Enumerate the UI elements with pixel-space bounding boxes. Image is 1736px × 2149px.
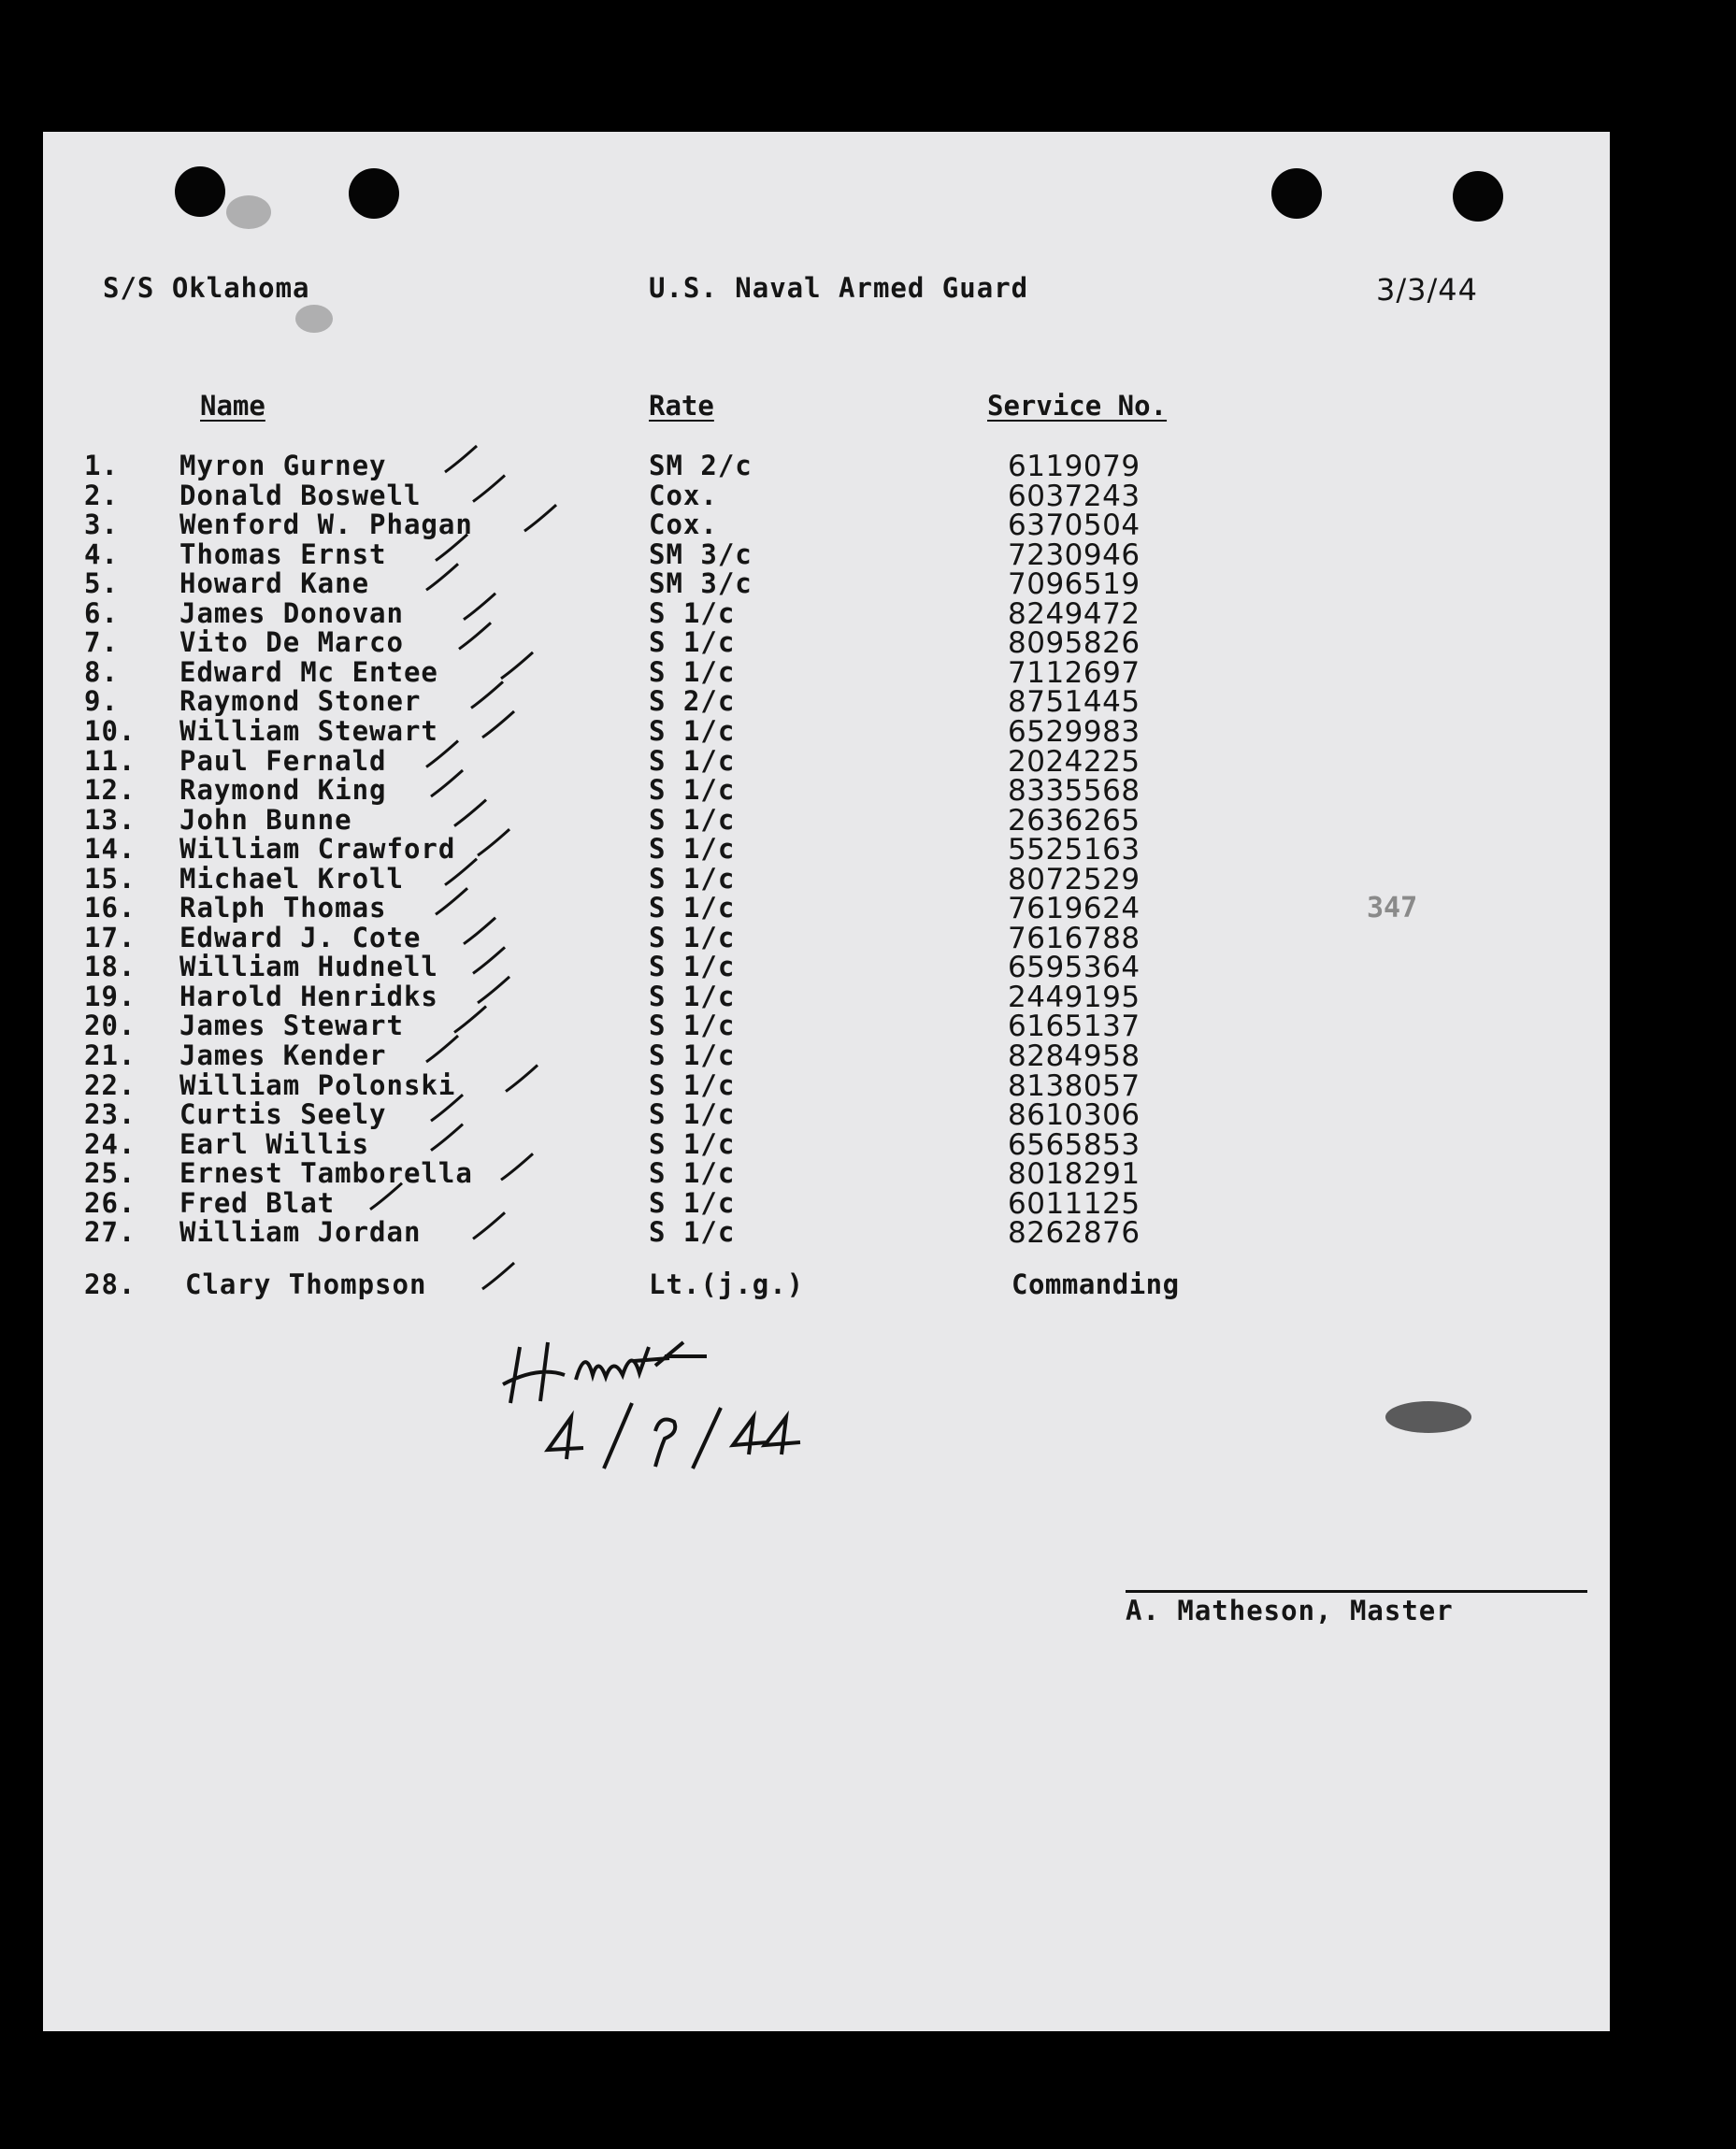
row-number: 2. [84, 479, 119, 511]
service-number: 8610306 [1008, 1098, 1141, 1133]
check-mark [459, 623, 491, 649]
check-mark [464, 918, 495, 944]
crew-name: William Crawford [179, 833, 456, 866]
crew-name: Donald Boswell [179, 479, 422, 511]
crew-rate: S 1/c [649, 980, 736, 1012]
check-mark [436, 888, 467, 914]
row-number: 5. [84, 567, 119, 600]
check-mark [478, 829, 509, 855]
crew-name: William Hudnell [179, 951, 438, 983]
row-number: 17. [84, 921, 136, 953]
crew-name: Raymond King [179, 774, 387, 807]
service-number: 8072529 [1008, 862, 1141, 896]
crew-rate: S 1/c [649, 803, 736, 836]
service-number: 6165137 [1008, 1010, 1141, 1044]
unit-title: U.S. Naval Armed Guard [649, 272, 1029, 304]
check-mark [436, 535, 467, 561]
document-date: 3/3/44 [1376, 272, 1478, 308]
crew-rate: S 1/c [649, 833, 736, 866]
crew-name: Curtis Seely [179, 1098, 387, 1131]
crew-name: John Bunne [179, 803, 352, 836]
service-number: 5525163 [1008, 833, 1141, 867]
row-number: 10. [84, 714, 136, 747]
service-number: 8262876 [1008, 1216, 1141, 1251]
crew-rate: S 1/c [649, 1216, 736, 1249]
crew-rate: S 1/c [649, 626, 736, 659]
row-number: 25. [84, 1157, 136, 1190]
crew-name: Earl Willis [179, 1127, 370, 1160]
service-number: 7616788 [1008, 921, 1141, 955]
row-number: 9. [84, 685, 119, 718]
row-number: 4. [84, 537, 119, 570]
service-number: 7619624 [1008, 892, 1141, 926]
row-number: 13. [84, 803, 136, 836]
row-number: 28. [84, 1268, 136, 1300]
service-number: 6011125 [1008, 1186, 1141, 1221]
crew-rate: S 1/c [649, 714, 736, 747]
check-mark [482, 1263, 514, 1289]
crew-name: Howard Kane [179, 567, 370, 600]
crew-rate: S 1/c [649, 596, 736, 629]
stamped-number: 347 [1367, 892, 1418, 924]
crew-name: William Polonski [179, 1068, 456, 1101]
crew-rate: Cox. [649, 479, 718, 511]
service-number: 8284958 [1008, 1039, 1141, 1073]
check-mark [370, 1183, 402, 1210]
crew-rate: Cox. [649, 509, 718, 541]
check-mark [445, 859, 477, 885]
service-number: 6119079 [1008, 450, 1141, 483]
row-number: 22. [84, 1068, 136, 1101]
column-header-name: Name [200, 390, 265, 422]
crew-name: Michael Kroll [179, 862, 404, 895]
check-mark [445, 446, 477, 472]
crew-rate: S 1/c [649, 892, 736, 924]
row-number: 11. [84, 744, 136, 777]
crew-name: Paul Fernald [179, 744, 387, 777]
check-mark [454, 800, 486, 826]
service-number: 8095826 [1008, 626, 1141, 661]
row-number: 24. [84, 1127, 136, 1160]
check-mark [473, 476, 505, 502]
row-number: 6. [84, 596, 119, 629]
crew-name: Wenford W. Phagan [179, 509, 473, 541]
service-number: 8138057 [1008, 1068, 1141, 1103]
row-number: 20. [84, 1010, 136, 1042]
service-number: 7230946 [1008, 537, 1141, 572]
ship-name: S/S Oklahoma [103, 272, 310, 304]
officer-rate: Lt.(j.g.) [649, 1268, 805, 1300]
service-number: 2449195 [1008, 980, 1141, 1014]
document-page [43, 132, 1610, 2031]
check-mark [473, 1212, 505, 1239]
row-number: 12. [84, 774, 136, 807]
service-number: 2024225 [1008, 744, 1141, 779]
crew-rate: SM 3/c [649, 537, 753, 570]
check-mark [473, 947, 505, 973]
officer-service-no: Commanding [1011, 1268, 1180, 1300]
row-number: 1. [84, 450, 119, 481]
crew-rate: S 1/c [649, 1127, 736, 1160]
service-number: 2636265 [1008, 803, 1141, 838]
service-number: 6370504 [1008, 509, 1141, 543]
check-mark [431, 1125, 463, 1151]
check-mark [506, 1066, 538, 1092]
crew-name: Harold Henridks [179, 980, 438, 1012]
service-number: 6529983 [1008, 714, 1141, 749]
row-number: 7. [84, 626, 119, 659]
check-mark [426, 564, 458, 590]
check-mark [426, 1036, 458, 1062]
check-mark [482, 711, 514, 738]
crew-rate: S 1/c [649, 1098, 736, 1131]
crew-name: William Jordan [179, 1216, 422, 1249]
crew-rate: SM 2/c [649, 450, 753, 481]
crew-name: William Stewart [179, 714, 438, 747]
signature-line [1126, 1590, 1587, 1593]
row-number: 14. [84, 833, 136, 866]
crew-name: Edward Mc Entee [179, 655, 438, 688]
crew-name: Ernest Tamborella [179, 1157, 473, 1190]
crew-name: James Kender [179, 1039, 387, 1071]
handwritten-initials-and-date [482, 1328, 894, 1497]
crew-name: Edward J. Cote [179, 921, 422, 953]
service-number: 7096519 [1008, 567, 1141, 602]
row-number: 15. [84, 862, 136, 895]
check-mark [524, 505, 556, 531]
crew-rate: S 1/c [649, 921, 736, 953]
crew-rate: S 1/c [649, 655, 736, 688]
column-header-rate: Rate [649, 390, 714, 422]
row-number: 21. [84, 1039, 136, 1071]
crew-rate: S 1/c [649, 1068, 736, 1101]
crew-name: James Donovan [179, 596, 404, 629]
master-signature-name: A. Matheson, Master [1126, 1595, 1454, 1626]
crew-name: Myron Gurney [179, 450, 387, 481]
row-number: 27. [84, 1216, 136, 1249]
crew-rate: S 1/c [649, 951, 736, 983]
crew-rate: S 1/c [649, 1039, 736, 1071]
crew-rate: S 1/c [649, 1010, 736, 1042]
row-number: 18. [84, 951, 136, 983]
crew-rate: S 2/c [649, 685, 736, 718]
crew-rate: S 1/c [649, 862, 736, 895]
check-mark [478, 977, 509, 1003]
service-number: 7112697 [1008, 655, 1141, 690]
crew-rate: S 1/c [649, 774, 736, 807]
crew-rate: S 1/c [649, 1186, 736, 1219]
row-number: 19. [84, 980, 136, 1012]
crew-name: Raymond Stoner [179, 685, 422, 718]
crew-rate: SM 3/c [649, 567, 753, 600]
row-number: 3. [84, 509, 119, 541]
check-mark [426, 741, 458, 767]
crew-name: Vito De Marco [179, 626, 404, 659]
service-number: 8751445 [1008, 685, 1141, 720]
check-marks [43, 132, 1610, 2031]
row-number: 26. [84, 1186, 136, 1219]
check-mark [431, 770, 463, 796]
check-mark [431, 1095, 463, 1121]
service-number: 6037243 [1008, 479, 1141, 513]
row-number: 23. [84, 1098, 136, 1131]
service-number: 8018291 [1008, 1157, 1141, 1192]
check-mark [471, 681, 503, 708]
service-number: 8335568 [1008, 774, 1141, 809]
check-mark [464, 594, 495, 620]
officer-name: Clary Thompson [185, 1268, 427, 1300]
service-number: 6565853 [1008, 1127, 1141, 1162]
service-number: 6595364 [1008, 951, 1141, 985]
check-mark [501, 1153, 533, 1180]
row-number: 16. [84, 892, 136, 924]
crew-name: Thomas Ernst [179, 537, 387, 570]
check-mark [454, 1006, 486, 1032]
crew-rate: S 1/c [649, 1157, 736, 1190]
service-number: 8249472 [1008, 596, 1141, 631]
crew-name: James Stewart [179, 1010, 404, 1042]
row-number: 8. [84, 655, 119, 688]
check-mark [501, 652, 533, 679]
crew-rate: S 1/c [649, 744, 736, 777]
column-header-service-no: Service No. [987, 390, 1168, 422]
crew-name: Fred Blat [179, 1186, 336, 1219]
crew-name: Ralph Thomas [179, 892, 387, 924]
